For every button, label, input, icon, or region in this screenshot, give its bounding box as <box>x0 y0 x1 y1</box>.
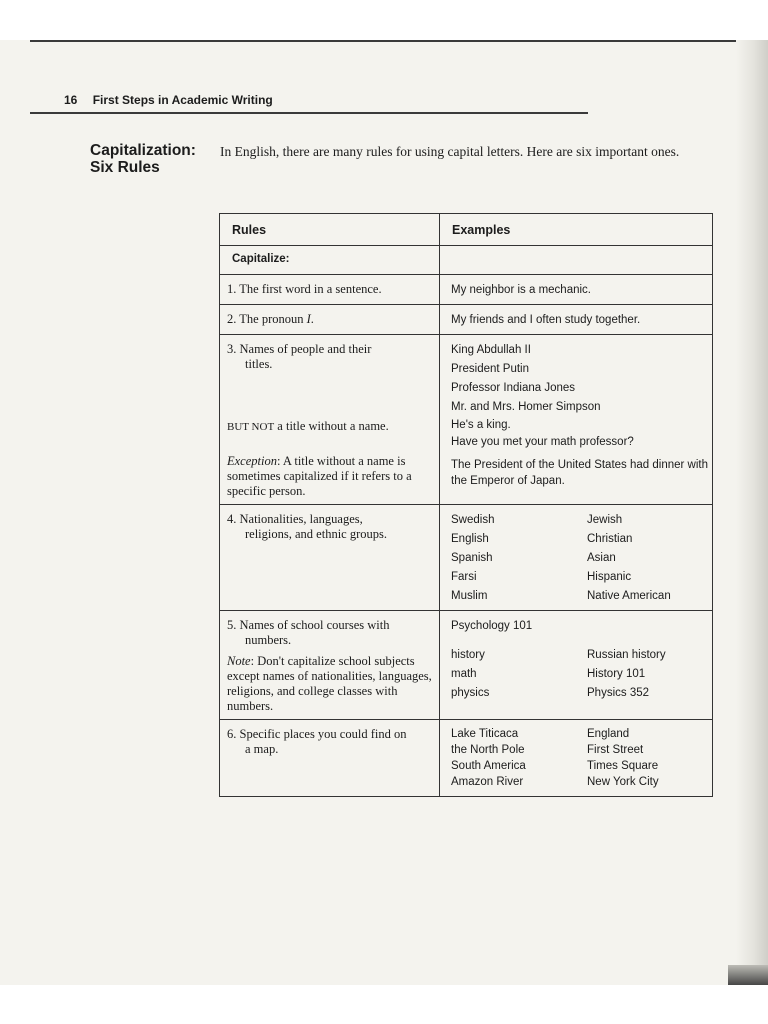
example-text: Mr. and Mrs. Homer Simpson <box>451 401 601 413</box>
example-text: History 101 <box>587 668 646 680</box>
rule-cell <box>220 305 440 335</box>
section-intro: In English, there are many rules for using capital letters. Here are six important ones. <box>220 144 680 159</box>
example-text: Jewish <box>587 514 623 526</box>
rule-text-cont: numbers. <box>245 633 292 647</box>
example-cell <box>440 611 713 720</box>
table-row <box>220 335 713 505</box>
example-text: Asian <box>587 552 616 564</box>
rule-text: 2. The pronoun <box>227 312 307 326</box>
book-title: First Steps in Academic Writing <box>92 93 273 107</box>
but-not-label: BUT NOT <box>227 421 275 433</box>
section-heading <box>90 142 196 176</box>
rule-cell <box>220 275 440 305</box>
exception-label: Exception <box>227 454 277 468</box>
page-number: 16 <box>64 93 78 107</box>
example-text: King Abdullah II <box>451 344 531 356</box>
example-text: Farsi <box>451 571 477 583</box>
example-text: the North Pole <box>451 744 525 756</box>
example-text: President Putin <box>451 363 529 375</box>
example-cell <box>440 720 713 797</box>
example-cell <box>440 505 713 611</box>
example-text: My friends and I often study together. <box>451 314 641 326</box>
header-rule <box>30 112 588 114</box>
example-text: history <box>451 649 485 661</box>
table-row <box>220 275 713 305</box>
rule-text: 1. The first word in a sentence. <box>227 282 382 296</box>
example-text: The President of the United States had dinner with the Emperor of Japan. <box>451 459 708 487</box>
example-text: Have you met your math professor? <box>451 436 634 448</box>
rule-text-end: . <box>310 312 314 326</box>
rule-text: 3. Names of people and their <box>227 342 372 356</box>
example-cell <box>440 305 713 335</box>
example-cell <box>440 275 713 305</box>
example-text: Hispanic <box>587 571 632 583</box>
rule-text: a title without a name. <box>274 419 389 433</box>
scan-top-edge <box>30 40 736 42</box>
rule-text: 6. Specific places you could find on <box>227 727 407 741</box>
running-header <box>64 93 273 107</box>
capitalization-rules-table <box>219 213 713 797</box>
example-text: Russian history <box>587 649 666 661</box>
exception-text: : A title without a name is sometimes capitalized if it refers to a specific person. <box>227 454 412 498</box>
table-row <box>220 305 713 335</box>
example-grid <box>451 646 708 703</box>
example-text: English <box>451 533 489 545</box>
example-text: Psychology 101 <box>451 620 533 632</box>
example-text: England <box>587 728 630 740</box>
example-text: Professor Indiana Jones <box>451 382 576 394</box>
example-text: Christian <box>587 533 633 545</box>
rule-text: 4. Nationalities, languages, <box>227 512 363 526</box>
section-heading-line1: Capitalization: <box>90 142 196 159</box>
scan-corner-shadow <box>728 965 768 987</box>
rule-cell <box>220 505 440 611</box>
rule-cell <box>220 720 440 797</box>
example-text: New York City <box>587 776 659 788</box>
example-text: Physics 352 <box>587 687 650 699</box>
scan-bottom-margin <box>0 985 768 1024</box>
example-text: South America <box>451 760 526 772</box>
example-text: My neighbor is a mechanic. <box>451 284 591 296</box>
rule-text: 5. Names of school courses with <box>227 618 390 632</box>
rule-text-cont: religions, and ethnic groups. <box>245 527 387 541</box>
capitalize-label: Capitalize: <box>220 246 440 275</box>
rule-cell <box>220 335 440 505</box>
example-text: Times Square <box>587 760 659 772</box>
example-grid <box>451 726 708 790</box>
rule-text-cont: titles. <box>245 357 273 371</box>
table-header-row <box>220 214 713 246</box>
table-row <box>220 720 713 797</box>
rule-text-cont: a map. <box>245 742 279 756</box>
scan-right-edge <box>736 40 768 985</box>
capitalize-row <box>220 246 713 275</box>
rule-pronoun: I <box>306 312 311 326</box>
column-header-rules: Rules <box>220 214 440 246</box>
note-text: : Don't capitalize school subjects except names of nationalities, languages, religions, and college classes with numbers. <box>227 654 432 713</box>
example-grid <box>451 511 708 606</box>
capitalize-empty-cell <box>440 246 713 275</box>
example-text: Amazon River <box>451 776 524 788</box>
note-label: Note <box>227 654 251 668</box>
table-row <box>220 505 713 611</box>
rule-cell <box>220 611 440 720</box>
section-heading-line2: Six Rules <box>90 159 160 176</box>
example-cell <box>440 335 713 505</box>
table-row <box>220 611 713 720</box>
example-text: Swedish <box>451 514 495 526</box>
example-text: Native American <box>587 590 671 602</box>
example-text: He's a king. <box>451 419 511 431</box>
scan-top-margin <box>0 0 768 40</box>
example-text: Muslim <box>451 590 488 602</box>
column-header-examples: Examples <box>440 214 713 246</box>
example-text: First Street <box>587 744 644 756</box>
example-text: physics <box>451 687 490 699</box>
example-text: Lake Titicaca <box>451 728 519 740</box>
example-text: math <box>451 668 477 680</box>
example-text: Spanish <box>451 552 493 564</box>
